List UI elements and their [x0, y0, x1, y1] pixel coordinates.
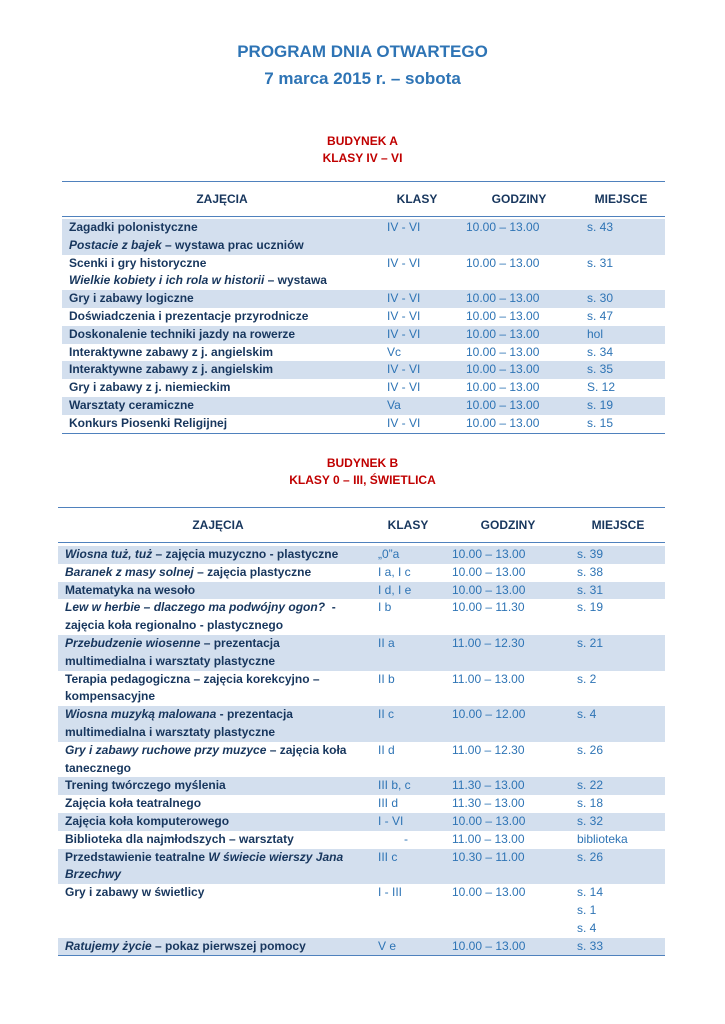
hours-cell: 11.00 – 12.30 [452, 635, 525, 650]
table-row [58, 938, 665, 956]
activity-text: Baranek z masy solnej [65, 564, 194, 579]
place-text: s. 1 [577, 902, 597, 917]
activity-cell [69, 308, 308, 326]
activity-line [69, 361, 273, 379]
page-subtitle-date: 7 marca 2015 r. – sobota [264, 69, 461, 88]
classes-cell: I - VI [378, 813, 404, 828]
place-text: s. 31 [587, 255, 614, 270]
place-text: s. 19 [587, 397, 614, 412]
activity-line [65, 813, 229, 831]
place-cell [587, 308, 613, 326]
hours-cell: 10.00 – 13.00 [452, 885, 526, 900]
place-cell [577, 813, 603, 831]
activity-cell [65, 742, 346, 778]
activity-text: Zagadki polonistyczne [69, 220, 198, 234]
header-activity: ZAJĘCIA [192, 518, 244, 532]
activity-text: Gry i zabawy z j. niemieckim [69, 380, 231, 395]
hours-cell: 10.00 – 13.00 [466, 362, 540, 377]
place-cell [577, 599, 603, 617]
place-cell [587, 361, 613, 379]
place-cell [587, 397, 613, 415]
place-cell [577, 849, 603, 867]
activity-line [65, 938, 306, 956]
activity-line [69, 272, 327, 290]
activity-cell [65, 777, 226, 795]
activity-text: W świecie wierszy Jana [208, 849, 344, 864]
activity-cell [65, 582, 195, 600]
classes-cell: - [404, 831, 408, 846]
place-text: s. 32 [577, 813, 604, 828]
place-text: s. 15 [587, 415, 614, 430]
classes-cell: III c [378, 849, 398, 864]
table-row [58, 582, 665, 600]
activity-cell [65, 564, 311, 582]
activity-line [69, 290, 194, 308]
building-a-heading: BUDYNEK A [327, 134, 398, 148]
activity-cell [65, 884, 204, 902]
building-a-classes: KLASY IV – VI [322, 151, 403, 165]
place-cell [587, 219, 613, 237]
place-cell [587, 290, 613, 308]
hours-cell: 10.00 – 13.00 [466, 415, 540, 430]
classes-cell: IV - VI [387, 255, 421, 270]
activity-line [65, 582, 195, 600]
activity-line [65, 653, 280, 671]
header-classes: KLASY [387, 518, 429, 532]
hours-cell: 11.30 – 13.00 [452, 778, 525, 793]
place-cell [577, 546, 603, 564]
hours-cell: 10.00 – 13.00 [452, 582, 526, 597]
activity-line [69, 308, 308, 326]
activity-text: Warsztaty ceramiczne [69, 397, 194, 412]
table-row [58, 635, 665, 671]
activity-line [65, 831, 294, 849]
place-cell [577, 831, 628, 849]
activity-text: – zajęcia plastyczne [193, 564, 312, 579]
hours-cell: 10.00 – 11.30 [452, 600, 525, 615]
activity-text: Terapia pedagogiczna – zajęcia korekcyjno – [65, 671, 320, 686]
place-text: s. 38 [577, 564, 604, 579]
table-row [58, 795, 665, 813]
place-text: s. 39 [577, 547, 604, 561]
table-row [58, 884, 665, 937]
place-text: s. 30 [587, 291, 614, 306]
activity-cell [69, 397, 194, 415]
place-cell [577, 884, 603, 937]
building-b-table [58, 507, 665, 956]
table-row [58, 546, 665, 564]
activity-cell [69, 379, 230, 397]
activity-line [65, 884, 204, 902]
place-cell [587, 379, 615, 397]
activity-line [65, 564, 311, 582]
activity-text: Brzechwy [65, 867, 122, 882]
activity-text: – prezentacja [200, 635, 280, 650]
activity-text: multimedialna i warsztaty plastyczne [65, 724, 276, 739]
table-row [62, 308, 665, 326]
table-row [58, 671, 665, 707]
activity-line [65, 777, 226, 795]
table-row [62, 361, 665, 379]
classes-cell: II a [378, 635, 395, 650]
hours-cell: 11.00 – 13.00 [452, 671, 525, 686]
activity-cell [65, 813, 229, 831]
hours-cell: 10.00 – 13.00 [466, 326, 540, 341]
activity-text: Przedstawienie teatralne [65, 849, 209, 864]
activity-text: – zajęcia muzyczno - plastyczne [152, 547, 339, 561]
place-cell [577, 742, 603, 760]
table-row [58, 849, 665, 885]
activity-line [69, 397, 194, 415]
page-title: PROGRAM DNIA OTWARTEGO [237, 42, 488, 61]
activity-text: Doświadczenia i prezentacje przyrodnicze [69, 308, 309, 323]
activity-cell [69, 344, 273, 362]
place-cell [577, 777, 603, 795]
activity-line [65, 849, 343, 867]
place-text: s. 21 [577, 635, 604, 650]
activity-text: – wystawa [264, 273, 327, 288]
activity-line [69, 326, 295, 344]
place-text: s. 18 [577, 796, 604, 811]
table-row [62, 379, 665, 397]
activity-text: - [325, 600, 336, 615]
activity-cell [65, 706, 293, 742]
classes-cell: „0”a [378, 547, 400, 561]
place-text: s. 14 [577, 885, 604, 900]
activity-line [69, 344, 273, 362]
header-classes: KLASY [396, 192, 438, 206]
activity-line [69, 219, 304, 237]
classes-cell: II c [378, 707, 395, 722]
place-cell [577, 795, 603, 813]
place-cell [577, 635, 603, 653]
hours-cell: 11.00 – 13.00 [452, 831, 525, 846]
hours-cell: 10.00 – 13.00 [466, 344, 540, 359]
place-cell [587, 415, 613, 433]
activity-text: – wystawa prac uczniów [161, 237, 304, 252]
activity-text: Lew w herbie – dlaczego ma podwójny ogon? [65, 600, 326, 615]
activity-text: multimedialna i warsztaty plastyczne [65, 653, 276, 668]
classes-cell: IV - VI [387, 220, 421, 234]
classes-cell: II d [378, 742, 395, 757]
header-hours: GODZINY [480, 518, 536, 532]
activity-cell [69, 326, 295, 344]
activity-cell [65, 671, 320, 707]
activity-text: Postacie z bajek [69, 237, 162, 252]
table-row [58, 564, 665, 582]
activity-line [65, 546, 338, 564]
header-place: MIEJSCE [591, 518, 645, 532]
activity-text: Wiosna muzyką malowana [65, 707, 217, 722]
table-row [62, 255, 665, 291]
place-text: s. 43 [587, 220, 614, 234]
place-text: s. 4 [577, 707, 597, 722]
building-b-heading: BUDYNEK B [326, 456, 399, 470]
activity-line [65, 706, 293, 724]
classes-cell: IV - VI [387, 380, 421, 395]
place-text: s. 4 [577, 920, 597, 935]
classes-cell: III d [378, 796, 399, 811]
activity-text: Biblioteka dla najmłodszych – warsztaty [65, 831, 294, 846]
classes-cell: I - III [378, 885, 402, 900]
activity-text: tanecznego [65, 760, 132, 775]
activity-cell [69, 290, 194, 308]
classes-cell: IV - VI [387, 308, 421, 323]
activity-line [65, 866, 343, 884]
place-text: s. 35 [587, 362, 614, 377]
table-row [62, 397, 665, 415]
table-header [58, 507, 665, 543]
hours-cell: 10.00 – 13.00 [452, 813, 526, 828]
classes-cell: V e [378, 938, 397, 953]
place-text: S. 12 [587, 380, 616, 395]
activity-text: Konkurs Piosenki Religijnej [69, 415, 228, 430]
table-row [62, 415, 665, 433]
activity-cell [65, 938, 306, 956]
classes-cell: IV - VI [387, 326, 421, 341]
hours-cell: 10.00 – 13.00 [466, 380, 540, 395]
activity-text: Gry i zabawy w świetlicy [65, 885, 205, 900]
header-hours: GODZINY [491, 192, 547, 206]
activity-cell [65, 831, 294, 849]
activity-text: Scenki i gry historyczne [69, 255, 207, 270]
classes-cell: III b, c [378, 778, 411, 793]
activity-text: Gry i zabawy logiczne [69, 291, 194, 306]
table-row [62, 326, 665, 344]
activity-cell [69, 361, 273, 379]
activity-text: Interaktywne zabawy z j. angielskim [69, 362, 274, 377]
hours-cell: 10.00 – 13.00 [466, 291, 540, 306]
activity-text: Matematyka na wesoło [65, 582, 196, 597]
activity-cell [65, 849, 343, 885]
building-a-table [62, 181, 665, 434]
table-header [62, 181, 665, 217]
classes-cell: IV - VI [387, 291, 421, 306]
activity-cell [69, 255, 327, 291]
classes-cell: I b [378, 600, 392, 615]
table-row [58, 777, 665, 795]
table-row [58, 599, 665, 635]
place-text: s. 33 [577, 938, 604, 953]
activity-text: - prezentacja [216, 707, 293, 722]
activity-line [69, 415, 227, 433]
classes-cell: Vc [387, 344, 402, 359]
hours-cell: 10.00 – 13.00 [466, 255, 540, 270]
activity-text: Wielkie kobiety i ich rola w historii [69, 273, 265, 288]
hours-cell: 10.30 – 11.00 [452, 849, 525, 864]
classes-cell: Va [387, 397, 401, 412]
place-cell [587, 326, 603, 344]
table-row [62, 344, 665, 362]
place-cell [577, 938, 603, 956]
table-row [62, 290, 665, 308]
place-text: s. 34 [587, 344, 614, 359]
place-text: s. 2 [577, 671, 597, 686]
place-text: s. 47 [587, 308, 614, 323]
activity-line [69, 237, 304, 255]
activity-cell [69, 219, 304, 255]
activity-line [65, 742, 346, 760]
activity-text: Gry i zabawy ruchowe przy muzyce [65, 742, 267, 757]
table-row [58, 813, 665, 831]
activity-line [65, 617, 336, 635]
activity-text: kompensacyjne [65, 689, 156, 704]
activity-line [65, 599, 336, 617]
activity-line [69, 255, 327, 273]
hours-cell: 10.00 – 13.00 [452, 547, 526, 561]
classes-cell: I a, I c [378, 564, 411, 579]
hours-cell: 10.00 – 13.00 [466, 308, 540, 323]
place-text: biblioteka [577, 831, 628, 846]
activity-text: – pokaz pierwszej pomocy [151, 938, 306, 953]
activity-cell [65, 635, 280, 671]
place-cell [577, 564, 603, 582]
activity-line [65, 671, 320, 689]
activity-text: Zajęcia koła teatralnego [65, 796, 202, 811]
activity-line [65, 688, 320, 706]
classes-cell: II b [378, 671, 395, 686]
activity-line [65, 724, 293, 742]
hours-cell: 10.00 – 13.00 [466, 397, 540, 412]
place-cell [587, 344, 613, 362]
activity-line [69, 379, 230, 397]
classes-cell: IV - VI [387, 415, 421, 430]
activity-text: Zajęcia koła komputerowego [65, 813, 230, 828]
place-text: s. 26 [577, 849, 604, 864]
activity-cell [69, 415, 227, 433]
activity-line [65, 635, 280, 653]
place-text: s. 19 [577, 600, 604, 615]
hours-cell: 10.00 – 12.00 [452, 707, 526, 722]
place-text: hol [587, 326, 604, 341]
activity-cell [65, 795, 201, 813]
header-place: MIEJSCE [594, 192, 648, 206]
place-cell [577, 706, 596, 724]
hours-cell: 10.00 – 13.00 [452, 938, 526, 953]
classes-cell: I d, I e [378, 582, 412, 597]
place-cell [577, 671, 596, 689]
hours-cell: 10.00 – 13.00 [452, 564, 526, 579]
activity-text: zajęcia koła regionalno - plastycznego [65, 618, 284, 633]
activity-line [65, 795, 201, 813]
activity-line [65, 760, 346, 778]
place-text: s. 31 [577, 582, 604, 597]
place-text: s. 22 [577, 778, 604, 793]
activity-text: Trening twórczego myślenia [65, 778, 226, 793]
activity-text: Ratujemy życie [65, 938, 152, 953]
activity-text: Wiosna tuż, tuż [65, 547, 153, 561]
hours-cell: 10.00 – 13.00 [466, 220, 540, 234]
table-row [58, 831, 665, 849]
activity-text: Interaktywne zabawy z j. angielskim [69, 344, 274, 359]
classes-cell: IV - VI [387, 362, 421, 377]
place-text: s. 26 [577, 742, 604, 757]
hours-cell: 11.30 – 13.00 [452, 796, 525, 811]
hours-cell: 11.00 – 12.30 [452, 742, 525, 757]
building-b-classes: KLASY 0 – III, ŚWIETLICA [289, 473, 436, 487]
activity-text: – zajęcia koła [266, 742, 347, 757]
table-row [58, 706, 665, 742]
place-cell [587, 255, 613, 273]
header-activity: ZAJĘCIA [196, 192, 248, 206]
activity-text: Przebudzenie wiosenne [65, 635, 201, 650]
table-row [62, 219, 665, 255]
table-row [58, 742, 665, 778]
activity-cell [65, 599, 336, 635]
place-cell [577, 582, 603, 600]
activity-text: Doskonalenie techniki jazdy na rowerze [69, 326, 296, 341]
activity-cell [65, 546, 338, 564]
